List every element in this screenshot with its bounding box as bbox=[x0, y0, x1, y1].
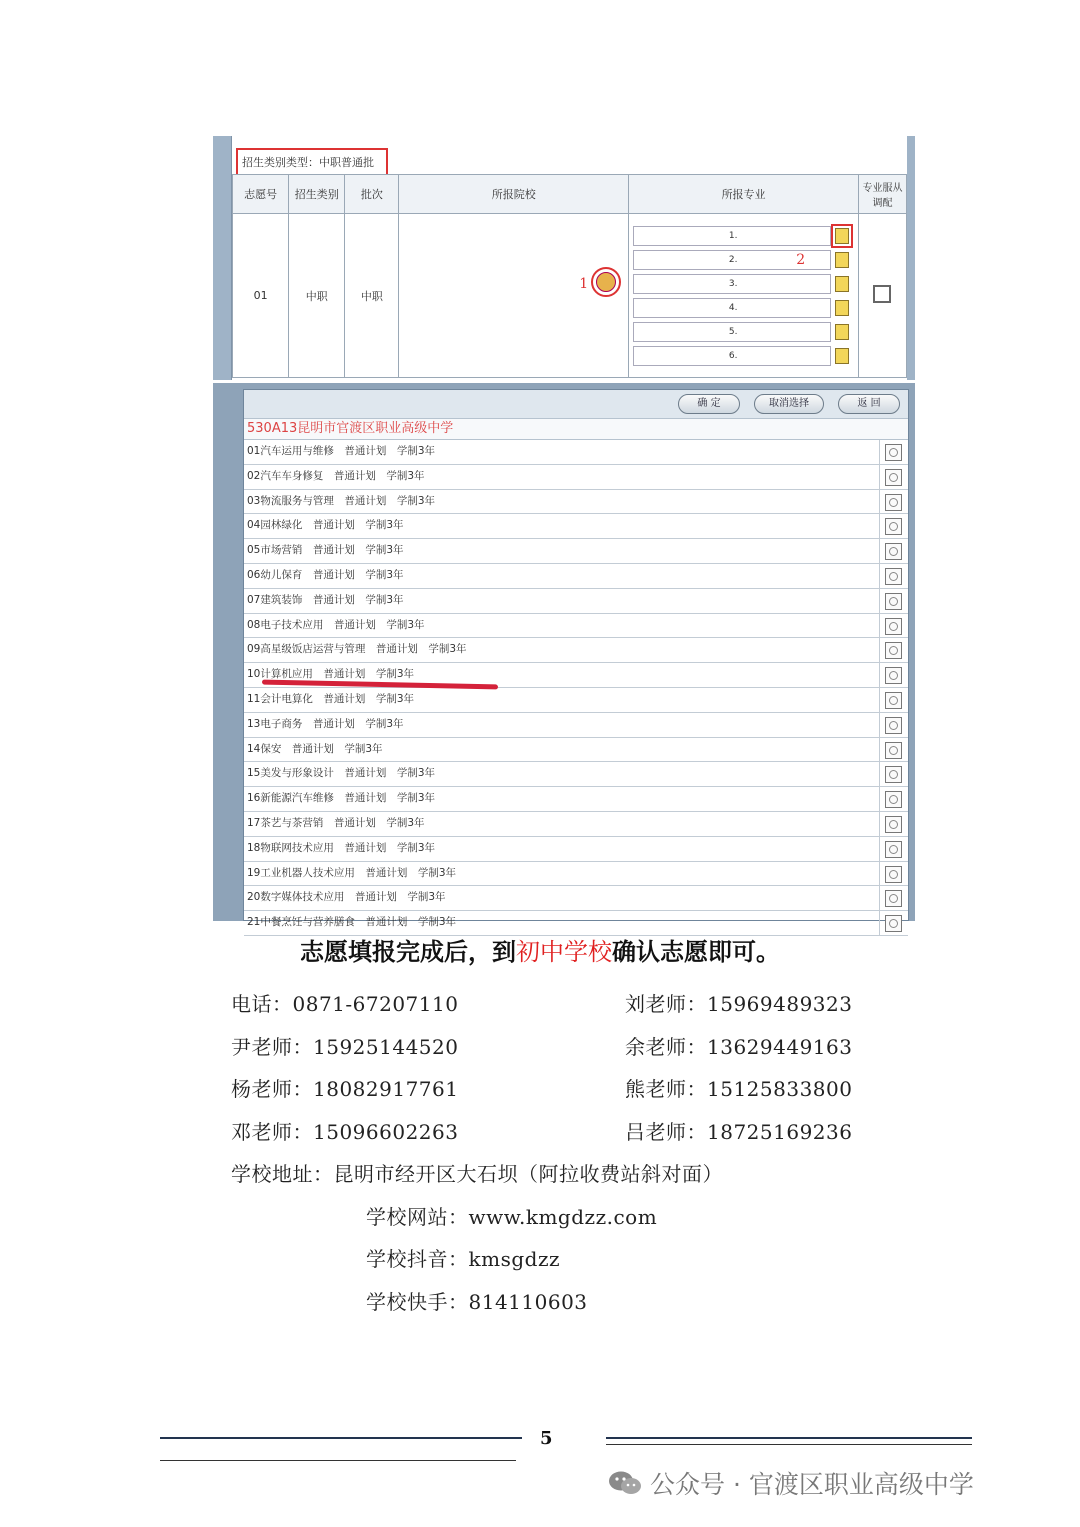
header-school: 所报院校 bbox=[399, 175, 629, 214]
select-radio-icon[interactable] bbox=[885, 766, 902, 783]
select-radio-icon[interactable] bbox=[885, 469, 902, 486]
headline-pre: 志愿填报完成后，到 bbox=[300, 938, 516, 966]
instruction-headline bbox=[0, 932, 1080, 967]
row-divider bbox=[879, 886, 880, 910]
watermark-text: 公众号 · 官渡区职业高级中学 bbox=[650, 1470, 974, 1499]
cell-no: 01 bbox=[233, 214, 289, 378]
row-divider bbox=[879, 762, 880, 786]
major-label: 15美发与形象设计 普通计划 学制3年 bbox=[247, 767, 436, 780]
select-radio-icon[interactable] bbox=[885, 692, 902, 709]
row-divider bbox=[879, 589, 880, 613]
major-slot bbox=[633, 248, 858, 272]
row-divider bbox=[879, 812, 880, 836]
teacher-yu: 余老师：13629449163 bbox=[625, 1035, 853, 1059]
row-divider bbox=[879, 787, 880, 811]
row-divider bbox=[879, 440, 880, 464]
edit-major-icon[interactable] bbox=[835, 348, 849, 364]
major-slot bbox=[633, 320, 858, 344]
header-adjust: 专业服从调配 bbox=[858, 175, 906, 214]
cell-adjust bbox=[858, 214, 906, 378]
major-label: 14保安 普通计划 学制3年 bbox=[247, 742, 383, 755]
major-row[interactable] bbox=[244, 564, 908, 589]
footer-rule-right-thin bbox=[606, 1444, 972, 1445]
cell-school bbox=[399, 214, 629, 378]
major-label: 03物流服务与管理 普通计划 学制3年 bbox=[247, 494, 436, 507]
row-divider bbox=[879, 614, 880, 638]
major-label: 07建筑装饰 普通计划 学制3年 bbox=[247, 593, 404, 606]
major-slot-input[interactable]: 1. bbox=[633, 226, 831, 246]
major-slot-input[interactable]: 6. bbox=[633, 346, 831, 366]
major-label: 06幼儿保育 普通计划 学制3年 bbox=[247, 568, 404, 581]
edit-major-icon[interactable] bbox=[835, 276, 849, 292]
row-divider bbox=[879, 638, 880, 662]
select-radio-icon[interactable] bbox=[885, 618, 902, 635]
major-slot-input[interactable]: 3. bbox=[633, 274, 831, 294]
select-radio-icon[interactable] bbox=[885, 742, 902, 759]
major-row[interactable] bbox=[244, 862, 908, 887]
school-name: 530A13昆明市官渡区职业高级中学 bbox=[244, 419, 908, 440]
row-divider bbox=[879, 539, 880, 563]
school-kuaishou: 学校快手：814110603 bbox=[366, 1290, 588, 1314]
row-divider bbox=[879, 663, 880, 687]
edit-major-icon[interactable] bbox=[835, 252, 849, 268]
header-category: 招生类别 bbox=[289, 175, 345, 214]
major-row[interactable] bbox=[244, 589, 908, 614]
major-list bbox=[244, 440, 908, 936]
row-divider bbox=[879, 738, 880, 762]
major-slot bbox=[633, 272, 858, 296]
row-divider bbox=[879, 564, 880, 588]
major-slot bbox=[633, 296, 858, 320]
major-row[interactable] bbox=[244, 787, 908, 812]
phone-line: 电话：0871-67207110 bbox=[231, 992, 459, 1016]
wechat-watermark bbox=[608, 1463, 974, 1503]
major-label: 02汽车车身修复 普通计划 学制3年 bbox=[247, 469, 425, 482]
footer-rule-left-thin bbox=[160, 1460, 516, 1461]
teacher-yang: 杨老师：18082917761 bbox=[231, 1077, 459, 1101]
teacher-yin: 尹老师：15925144520 bbox=[231, 1035, 459, 1059]
select-radio-icon[interactable] bbox=[885, 494, 902, 511]
header-batch: 批次 bbox=[345, 175, 399, 214]
row-divider bbox=[879, 837, 880, 861]
school-address: 学校地址：昆明市经开区大石坝（阿拉收费站斜对面） bbox=[231, 1162, 723, 1186]
major-row[interactable] bbox=[244, 837, 908, 862]
major-label: 16新能源汽车维修 普通计划 学制3年 bbox=[247, 792, 436, 805]
row-divider bbox=[879, 514, 880, 538]
application-table bbox=[232, 174, 907, 378]
major-label: 10计算机应用 普通计划 学制3年 bbox=[247, 668, 415, 681]
major-slot-input[interactable]: 5. bbox=[633, 322, 831, 342]
header-no: 志愿号 bbox=[233, 175, 289, 214]
major-row[interactable] bbox=[244, 886, 908, 911]
major-row[interactable] bbox=[244, 465, 908, 490]
major-label: 20数字媒体技术应用 普通计划 学制3年 bbox=[247, 891, 446, 904]
major-label: 13电子商务 普通计划 学制3年 bbox=[247, 717, 404, 730]
select-radio-icon[interactable] bbox=[885, 593, 902, 610]
select-radio-icon[interactable] bbox=[885, 568, 902, 585]
select-radio-icon[interactable] bbox=[885, 717, 902, 734]
confirm-button[interactable]: 确 定 bbox=[678, 394, 740, 414]
footer-rule-right bbox=[606, 1437, 972, 1439]
headline-highlight: 初中学校 bbox=[516, 938, 612, 966]
marker-2: 2 bbox=[796, 251, 806, 268]
teacher-liu: 刘老师：15969489323 bbox=[625, 992, 853, 1016]
edit-major-icon[interactable] bbox=[835, 300, 849, 316]
select-radio-icon[interactable] bbox=[885, 890, 902, 907]
major-row[interactable] bbox=[244, 490, 908, 515]
form-panel bbox=[231, 136, 907, 380]
wechat-icon bbox=[608, 1470, 642, 1496]
select-radio-icon[interactable] bbox=[885, 791, 902, 808]
major-label: 04园林绿化 普通计划 学制3年 bbox=[247, 519, 404, 532]
major-row[interactable] bbox=[244, 539, 908, 564]
major-label: 18物联网技术应用 普通计划 学制3年 bbox=[247, 841, 436, 854]
row-divider bbox=[879, 465, 880, 489]
major-row[interactable] bbox=[244, 638, 908, 663]
teacher-xiong: 熊老师：15125833800 bbox=[625, 1077, 853, 1101]
major-selection-screenshot bbox=[213, 383, 915, 929]
row-divider bbox=[879, 688, 880, 712]
select-radio-icon[interactable] bbox=[885, 444, 902, 461]
adjust-checkbox[interactable] bbox=[873, 285, 891, 303]
major-slot bbox=[633, 344, 858, 368]
major-row[interactable] bbox=[244, 614, 908, 639]
major-row[interactable] bbox=[244, 738, 908, 763]
select-radio-icon[interactable] bbox=[885, 543, 902, 560]
select-radio-icon[interactable] bbox=[885, 518, 902, 535]
row-divider bbox=[879, 490, 880, 514]
select-radio-icon[interactable] bbox=[885, 915, 902, 932]
major-row[interactable] bbox=[244, 440, 908, 465]
major-row[interactable] bbox=[244, 713, 908, 738]
select-radio-icon[interactable] bbox=[885, 841, 902, 858]
select-radio-icon[interactable] bbox=[885, 667, 902, 684]
major-label: 09高星级饭店运营与管理 普通计划 学制3年 bbox=[247, 643, 467, 656]
cancel-selection-button[interactable]: 取消选择 bbox=[754, 394, 824, 414]
major-slot-input[interactable] bbox=[633, 250, 831, 270]
marker-1: 1 bbox=[579, 276, 589, 292]
school-douyin: 学校抖音：kmsgdzz bbox=[366, 1247, 561, 1271]
selection-toolbar bbox=[244, 390, 908, 419]
major-label: 19工业机器人技术应用 普通计划 学制3年 bbox=[247, 866, 457, 879]
major-label: 11会计电算化 普通计划 学制3年 bbox=[247, 692, 415, 705]
header-major: 所报专业 bbox=[629, 175, 859, 214]
major-row[interactable] bbox=[244, 688, 908, 713]
footer-rule-left bbox=[160, 1437, 522, 1439]
major-slots bbox=[629, 214, 859, 378]
major-slot bbox=[633, 224, 858, 248]
school-website: 学校网站：www.kmgdzz.com bbox=[366, 1205, 658, 1229]
select-radio-icon[interactable] bbox=[885, 816, 902, 833]
select-school-icon[interactable] bbox=[596, 272, 616, 292]
major-label: 01汽车运用与维修 普通计划 学制3年 bbox=[247, 445, 436, 457]
headline-post: 确认志愿即可。 bbox=[612, 938, 780, 966]
back-button[interactable]: 返 回 bbox=[838, 394, 900, 414]
major-row[interactable] bbox=[244, 762, 908, 787]
application-form-screenshot bbox=[213, 136, 915, 380]
edit-major-icon[interactable] bbox=[835, 324, 849, 340]
major-label: 08电子技术应用 普通计划 学制3年 bbox=[247, 618, 425, 631]
select-radio-icon[interactable] bbox=[885, 642, 902, 659]
major-label: 17茶艺与茶营销 普通计划 学制3年 bbox=[247, 816, 425, 829]
cell-batch: 中职 bbox=[345, 214, 399, 378]
major-row[interactable] bbox=[244, 514, 908, 539]
major-row[interactable] bbox=[244, 812, 908, 837]
major-label: 21中餐烹饪与营养膳食 普通计划 学制3年 bbox=[247, 916, 457, 929]
major-slot-input[interactable]: 4. bbox=[633, 298, 831, 318]
edit-major-icon[interactable] bbox=[835, 228, 849, 244]
cell-category: 中职 bbox=[289, 214, 345, 378]
slot-label: 2. bbox=[728, 254, 738, 265]
teacher-deng: 邓老师：15096602263 bbox=[231, 1120, 459, 1144]
select-radio-icon[interactable] bbox=[885, 866, 902, 883]
page-number: 5 bbox=[540, 1428, 553, 1449]
row-divider bbox=[879, 713, 880, 737]
category-type-label: 招生类别类型：中职普通批 bbox=[236, 148, 388, 176]
row-divider bbox=[879, 862, 880, 886]
major-label: 05市场营销 普通计划 学制3年 bbox=[247, 544, 404, 557]
teacher-lv: 吕老师：18725169236 bbox=[625, 1120, 853, 1144]
major-selection-panel bbox=[243, 389, 909, 929]
